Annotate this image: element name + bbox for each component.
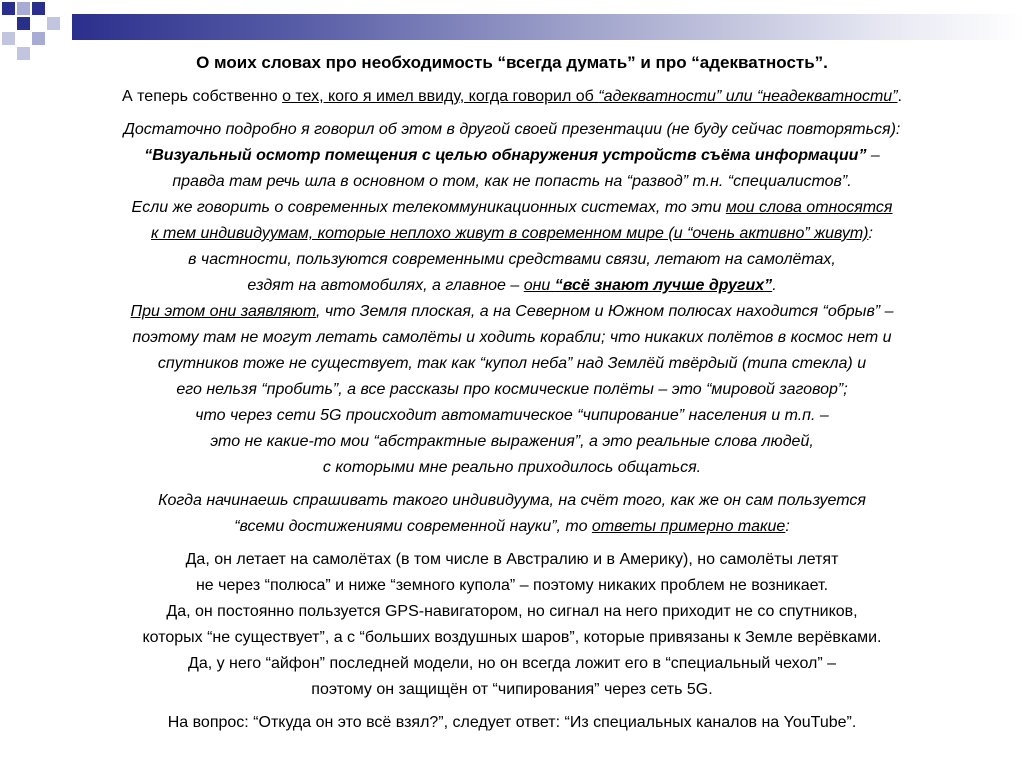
intro-line: А теперь собственно о тех, кого я имел ввиду, когда говорил об “адекватности” или “неадекватности”. [122,88,902,105]
slide-title: О моих словах про необходимость “всегда думать” и про “адекватность”. [196,53,828,72]
paragraph-4: На вопрос: “Откуда он это всё взял?”, следует ответ: “Из специальных каналов на YouTube”. [167,714,857,731]
deco-square [17,2,30,15]
deco-square [32,2,45,15]
slide-content [20,50,1004,736]
paragraph-2: Когда начинаешь спрашивать такого индивидуума, на счёт того, как же он сам пользуется “всеми достижениями современной науки”, то ответы примерно такие: [158,492,866,535]
presentation-reference: “Визуальный осмотр помещения с целью обнаружения устройств съёма информации” [144,147,867,164]
paragraph-1: Достаточно подробно я говорил об этом в другой своей презентации (не буду сейчас повторяться): “Визуальный осмотр помещения с целью обнаружения устройств съёма информации” – правда там речь шла в основном о том, как не попасть на “развод” т.н. “специалистов”. Если же говорить о современных телекоммуникационных системах, то эти мои слова относятся к тем индивидуумам, которые неплохо живут в современном мире (и “очень активно” живут): в частности, пользуются современными средствами связи, летают на самолётах, ездят на автомобилях, а главное – они “всё знают лучше других”. При этом они заявляют, что Земля плоская, а на Северном и Южном полюсах находится “обрыв” – поэтому там не могут летать самолёты и ходить корабли; что никаких полётов в космос нет и спутников тоже не существует, так как “купол неба” над Землёй твёрдый (типа стекла) и его нельзя “пробить”, а все рассказы про космические полёты – это “мировой заговор”; что через сети 5G происходит автоматическое “чипирование” населения и т.п. – это не какие-то мои “абстрактные выражения”, а это реальные слова людей, с которыми мне реально приходилось общаться. [123,121,901,476]
paragraph-3: Да, он летает на самолётах (в том числе в Австралию и в Америку), но самолёты летят не через “полюса” и ниже “земного купола” – поэтому никаких проблем не возникает. Да, он постоянно пользуется GPS-навигатором, но сигнал на него приходит не со спутников, которых “не существует”, а с “больших воздушных шаров”, которые привязаны к Земле верёвками. Да, у него “айфон” последней модели, но он всегда ложит его в “специальный чехол” – поэтому он защищён от “чипирования” через сеть 5G. [142,551,882,698]
deco-square [32,32,45,45]
deco-square [2,2,15,15]
deco-square [2,32,15,45]
deco-square [47,17,60,30]
header-gradient-bar [72,14,1024,40]
deco-square [17,17,30,30]
